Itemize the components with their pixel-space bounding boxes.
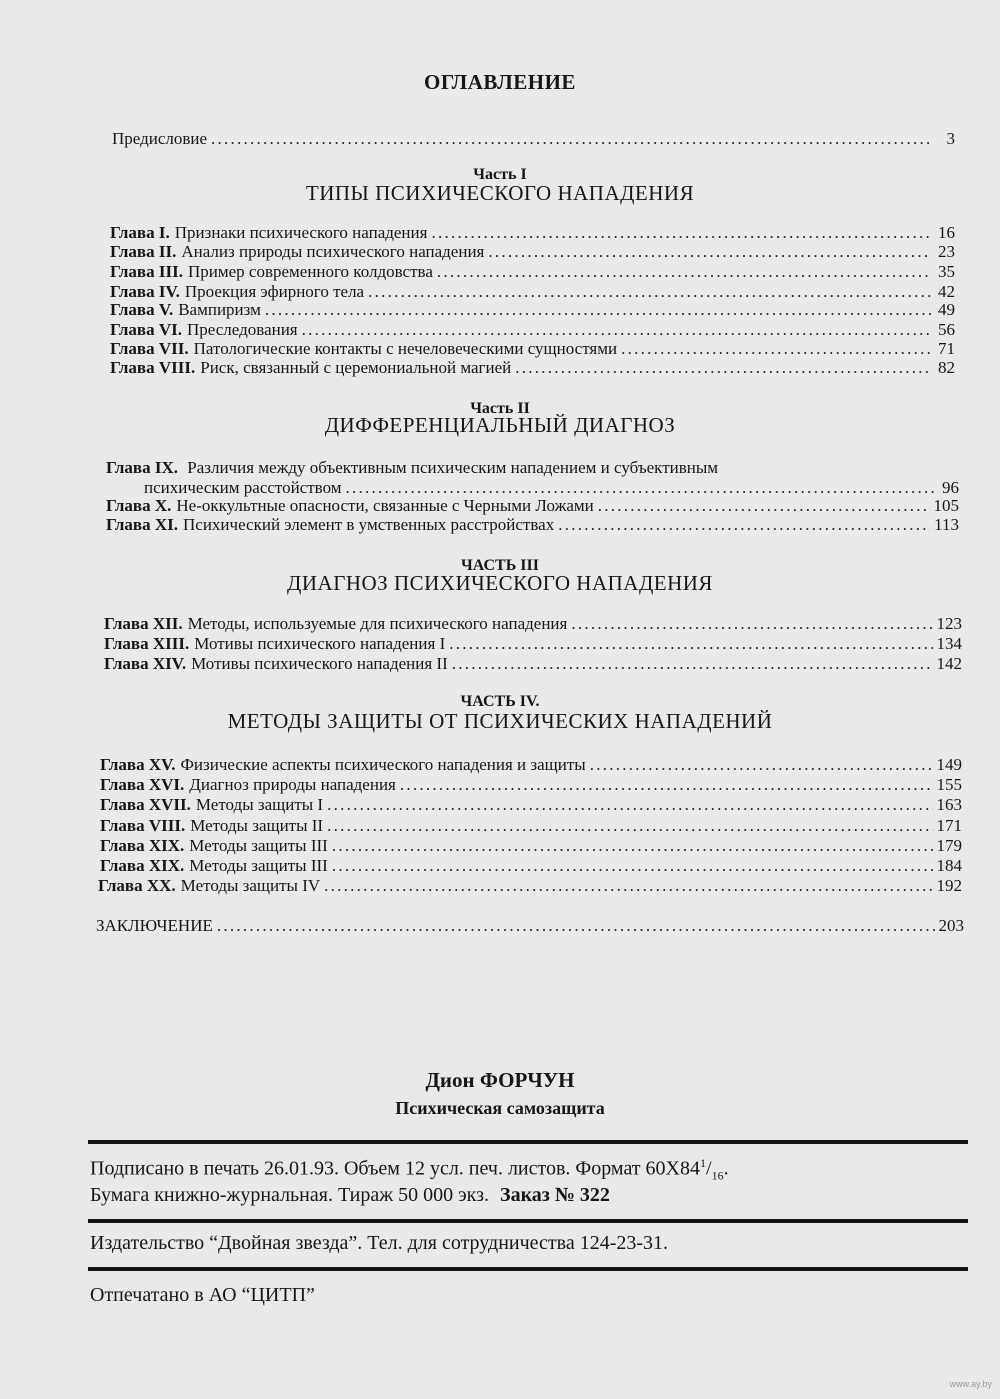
chapter-page: 82 bbox=[938, 358, 955, 377]
chapter-number: Глава IV. bbox=[110, 282, 180, 301]
chapter-page: 105 bbox=[933, 496, 959, 515]
preface-label: Предисловие bbox=[112, 129, 208, 148]
chapter-page: 192 bbox=[936, 876, 962, 895]
imprint-paper-text: Бумага книжно-журнальная. Тираж 50 000 экз. bbox=[90, 1184, 490, 1206]
book-title: Психическая самозащита bbox=[395, 1098, 605, 1118]
toc-entry bbox=[104, 634, 962, 653]
divider-rule bbox=[88, 1140, 968, 1144]
toc-entry bbox=[98, 876, 962, 895]
chapter-title: Признаки психического нападения bbox=[174, 223, 428, 242]
chapter-page: 163 bbox=[936, 795, 962, 814]
imprint-order: Заказ № 322 bbox=[500, 1184, 610, 1206]
chapter-number: Глава XV. bbox=[100, 755, 176, 774]
chapter-title: Методы защиты III bbox=[189, 856, 328, 875]
chapter-number: Глава V. bbox=[110, 300, 174, 319]
chapter-number: Глава XX. bbox=[98, 876, 176, 895]
chapter-page: 113 bbox=[934, 515, 959, 534]
chapter-number: Глава VII. bbox=[110, 339, 189, 358]
chapter-number: Глава VI. bbox=[110, 320, 183, 339]
part-label: Часть II bbox=[470, 400, 530, 417]
chapter-title: Проекция эфирного тела bbox=[184, 282, 365, 301]
chapter-number: Глава VIII. bbox=[110, 358, 196, 377]
imprint-printer: Отпечатано в АО “ЦИТП” bbox=[90, 1284, 315, 1306]
chapter-page: 134 bbox=[936, 634, 962, 653]
imprint-signed-text: Подписано в печать 26.01.93. Объем 12 усл. печ. листов. Формат 60X84 bbox=[90, 1157, 700, 1180]
imprint-publisher: Издательство “Двойная звезда”. Тел. для сотрудничества 124-23-31. bbox=[90, 1232, 669, 1254]
toc-entry bbox=[110, 358, 955, 377]
toc-entry-preface bbox=[112, 129, 955, 148]
chapter-title: Патологические контакты с нечеловеческими сущностями bbox=[193, 339, 618, 358]
format-numerator: 1 bbox=[700, 1156, 706, 1170]
chapter-page: 56 bbox=[938, 320, 955, 339]
part-title: ДИАГНОЗ ПСИХИЧЕСКОГО НАПАДЕНИЯ bbox=[287, 571, 713, 595]
chapter-title: Психический элемент в умственных расстройствах bbox=[183, 515, 555, 534]
chapter-title: Методы, используемые для психического нападения bbox=[187, 614, 568, 633]
part-label: ЧАСТЬ III bbox=[461, 557, 539, 574]
chapter-number: Глава I. bbox=[110, 223, 170, 242]
chapter-title: Мотивы психического нападения I bbox=[194, 634, 446, 653]
part-title: ДИФФЕРЕНЦИАЛЬНЫЙ ДИАГНОЗ bbox=[324, 413, 676, 437]
chapter-title: Не-оккультные опасности, связанные с Черными Ложами bbox=[176, 496, 594, 515]
chapter-title: Анализ природы психического нападения bbox=[181, 242, 485, 261]
toc-entry bbox=[104, 614, 962, 633]
toc-entry-conclusion bbox=[96, 916, 964, 935]
chapter-number: Глава II. bbox=[110, 242, 177, 261]
chapter-page: 179 bbox=[936, 836, 962, 855]
divider-rule bbox=[88, 1267, 968, 1271]
chapter-title: Физические аспекты психического нападения и защиты bbox=[180, 755, 586, 774]
divider-rule bbox=[88, 1219, 968, 1223]
chapter-title: Методы защиты III bbox=[189, 836, 328, 855]
chapter-number: Глава XVII. bbox=[100, 795, 191, 814]
toc-entry bbox=[106, 496, 959, 515]
toc-entry bbox=[100, 816, 962, 835]
chapter-title: Преследования bbox=[187, 320, 298, 339]
book-author: Дион ФОРЧУН bbox=[425, 1068, 575, 1092]
toc-entry bbox=[144, 478, 959, 497]
imprint-line-2 bbox=[90, 1184, 610, 1207]
toc-entry bbox=[110, 262, 955, 281]
conclusion-label: ЗАКЛЮЧЕНИЕ bbox=[96, 916, 213, 935]
toc-entry bbox=[100, 755, 962, 774]
toc-entry bbox=[100, 775, 962, 794]
chapter-page: 23 bbox=[938, 242, 955, 261]
toc-entry bbox=[100, 795, 962, 814]
chapter-number: Глава XII. bbox=[104, 614, 183, 633]
chapter-title: Диагноз природы нападения bbox=[189, 775, 396, 794]
chapter-page: 96 bbox=[942, 478, 959, 497]
toc-entry bbox=[100, 856, 962, 875]
part-label: ЧАСТЬ IV. bbox=[460, 693, 540, 710]
chapter-page: 155 bbox=[936, 775, 962, 794]
chapter-title: Методы защиты II bbox=[190, 816, 324, 835]
toc-entry bbox=[106, 515, 959, 534]
chapter-title: Методы защиты IV bbox=[180, 876, 321, 895]
chapter-title: Методы защиты I bbox=[195, 795, 324, 814]
chapter-page: 149 bbox=[936, 755, 962, 774]
chapter-number: Глава XIV. bbox=[104, 654, 187, 673]
chapter-number: Глава VIII. bbox=[100, 816, 186, 835]
chapter-page: 42 bbox=[938, 282, 955, 301]
chapter-page: 123 bbox=[936, 614, 962, 633]
chapter-number: Глава XI. bbox=[106, 515, 179, 534]
chapter-title: Пример современного колдовства bbox=[187, 262, 433, 281]
chapter-page: 35 bbox=[938, 262, 955, 281]
part-title: ТИПЫ ПСИХИЧЕСКОГО НАПАДЕНИЯ bbox=[305, 181, 695, 205]
chapter-page: 184 bbox=[936, 856, 962, 875]
conclusion-page: 203 bbox=[938, 916, 964, 935]
imprint-line-1: Подписано в печать 26.01.93. Объем 12 усл. печ. листов. Формат $60X84^1/_{16}$. bbox=[90, 1156, 729, 1183]
toc-entry bbox=[110, 242, 955, 261]
chapter-title: Мотивы психического нападения II bbox=[191, 654, 448, 673]
chapter-number: Глава III. bbox=[110, 262, 183, 281]
toc-entry bbox=[110, 320, 955, 339]
chapter-number: Глава X. bbox=[106, 496, 172, 515]
format-denominator: 16 bbox=[711, 1168, 724, 1183]
toc-entry bbox=[110, 223, 955, 242]
chapter-number: Глава XVI. bbox=[100, 775, 185, 794]
chapter-page: 16 bbox=[938, 223, 955, 242]
toc-entry bbox=[100, 836, 962, 855]
chapter-page: 142 bbox=[936, 654, 962, 673]
chapter-page: 171 bbox=[936, 816, 962, 835]
chapter-number: Глава XIX. bbox=[100, 836, 185, 855]
part-title: МЕТОДЫ ЗАЩИТЫ ОТ ПСИХИЧЕСКИХ НАПАДЕНИЙ bbox=[227, 709, 773, 733]
chapter-page: 49 bbox=[938, 300, 955, 319]
toc-title: ОГЛАВЛЕНИЕ bbox=[424, 70, 576, 94]
preface-page: 3 bbox=[946, 129, 955, 148]
toc-entry bbox=[110, 339, 955, 358]
chapter-number: Глава XIX. bbox=[100, 856, 185, 875]
chapter-number: Глава IX. bbox=[106, 458, 179, 477]
chapter-title: Вампиризм bbox=[178, 300, 261, 319]
chapter-title: Различия между объективным психическим нападением и субъективным bbox=[187, 458, 719, 477]
toc-entry bbox=[104, 654, 962, 673]
watermark: www.ay.by bbox=[949, 1379, 992, 1389]
chapter-title-continued: психическим расстойством bbox=[144, 478, 342, 497]
toc-entry-first-line bbox=[106, 458, 718, 477]
toc-entry bbox=[110, 300, 955, 319]
chapter-page: 71 bbox=[938, 339, 955, 358]
part-label: Часть I bbox=[473, 166, 527, 183]
chapter-number: Глава XIII. bbox=[104, 634, 190, 653]
toc-entry bbox=[110, 282, 955, 301]
chapter-title: Риск, связанный с церемониальной магией bbox=[200, 358, 512, 377]
